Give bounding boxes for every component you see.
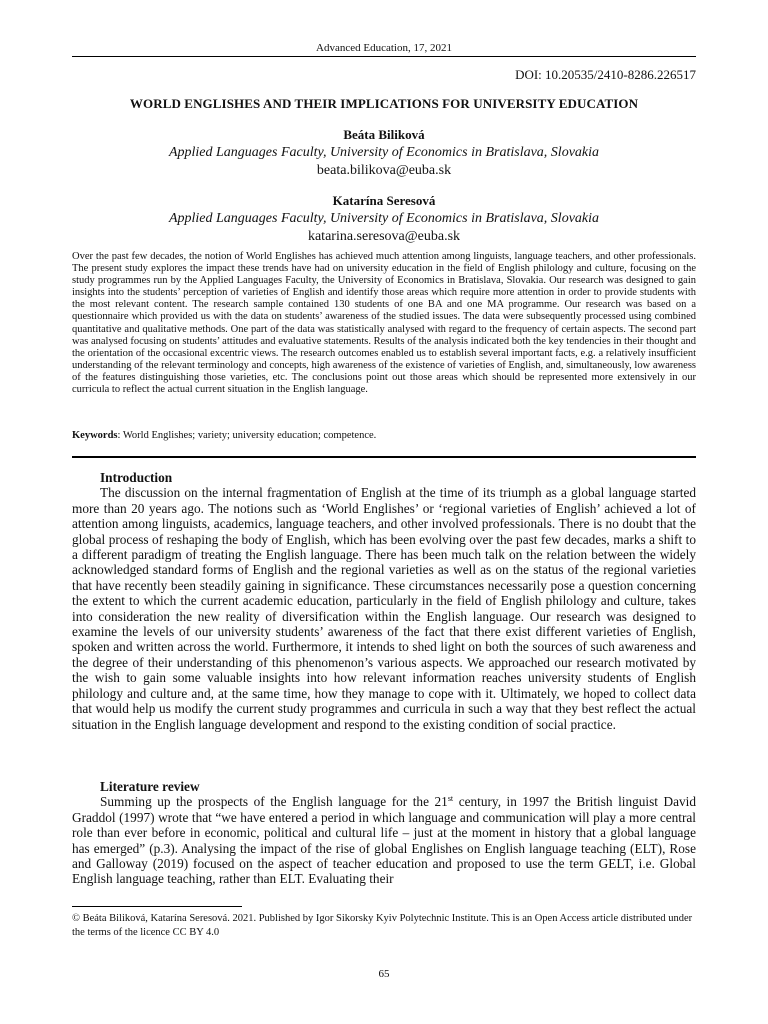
- section-literature-review: [72, 779, 696, 887]
- author-name: Katarína Seresová: [332, 193, 436, 208]
- section-paragraph: [72, 794, 696, 886]
- keywords-list: : World Englishes; variety; university education; competence.: [117, 430, 377, 441]
- running-head: Advanced Education, 17, 2021: [316, 42, 452, 54]
- author-email[interactable]: katarina.seresova@euba.sk: [307, 229, 461, 244]
- abstract-divider: [72, 456, 696, 458]
- footnote-divider: [72, 906, 242, 907]
- paper-title: WORLD ENGLISHES AND THEIR IMPLICATIONS FOR UNIVERSITY EDUCATION: [129, 96, 639, 111]
- keywords-label: Keywords: [72, 430, 118, 441]
- author-email[interactable]: beata.bilikova@euba.sk: [316, 163, 452, 178]
- page-number: 65: [378, 968, 390, 980]
- section-paragraph: The discussion on the internal fragmentation of English at the time of its triumph as a global language started more than 20 years ago. The notions such as ‘World Englishes’ or ‘regional varieties of English’ achieved a lot of attention among linguists, academics, language teachers, and other involved professionals. There is no doubt that the global process of reshaping the body of English, which has been evolving over the past few decades, marks a shift to a different paradigm of treating the English language. There has been much talk on the relation between the widely acknowledged standard forms of English and the regional varieties as well as on the status of the regional varieties that have recently been steadily gaining in significance. These circumstances necessarily pose a question concerning the extent to which the current academic education, particularly in the field of English philology and culture, takes into consideration the new reality of diversification within the English language. Our research was designed to examine the levels of our university students’ awareness of the fact that there exist different varieties of English, spoken and written across the world. Furthermore, it intends to shed light on both the sources of such awareness and the degree of their understanding of this phenomenon’s various aspects. We approached our research motivated by the wish to gain some valuable insights into how relevant information reaches university students of English philology and culture and, at the same time, how they manage to cope with it. Ultimately, we hoped to collect data that would help us modify the current study programmes and curricula in such a way that they best reflect the actual situation in the English language development and respond to the existing condition of social practice.: [72, 485, 696, 732]
- section-introduction: [72, 470, 696, 732]
- author-block: [72, 192, 696, 246]
- section-heading: Introduction: [100, 470, 173, 485]
- author-block: [72, 126, 696, 180]
- section-heading: Literature review: [100, 779, 200, 794]
- doi[interactable]: DOI: 10.20535/2410-8286.226517: [515, 67, 696, 82]
- paragraph-text: century, in 1997 the British linguist David Graddol (1997) wrote that “we have entered a period in which language and communication will play a more central role than ever before in economic, political and cultural life – just at the moment in history that a global language has emerged” (p.3). Analysing the impact of the rise of global Englishes on English language teaching (ELT), Rose and Galloway (2019) focused on the aspect of teacher education and proposed to use the term GELT, i.e. Global English language teaching, rather than ELT. Evaluating their: [72, 794, 696, 887]
- author-affiliation: Applied Languages Faculty, University of Economics in Bratislava, Slovakia: [168, 211, 600, 226]
- author-affiliation: Applied Languages Faculty, University of Economics in Bratislava, Slovakia: [168, 145, 600, 160]
- author-name: Beáta Biliková: [343, 127, 425, 142]
- copyright-footnote: © Beáta Biliková, Katarína Seresová. 2021. Published by Igor Sikorsky Kyiv Polytechnic Institute. This is an Open Access article distributed under the terms of the licence CC BY 4.0: [72, 913, 693, 938]
- paragraph-text: Summing up the prospects of the English language for the 21: [100, 794, 448, 810]
- header-divider: [72, 56, 696, 57]
- keywords: [72, 430, 696, 441]
- superscript: st: [447, 794, 454, 804]
- abstract: Over the past few decades, the notion of World Englishes has achieved much attention among linguists, language teachers, and other professionals. The present study explores the impact these trends have had on university education in the field of English philology and culture, focusing on the study programmes run by the Applied Languages Faculty, the University of Economics in Bratislava, Slovakia. Our research was designed to gain insights into the students’ perception of varieties of English and identify those areas which require more attention in order to provide students with the most relevant content. The research sample contained 130 students of one BA and one MA programme. Our research was based on a questionnaire which provided us with the data on students’ awareness of the studied issues. The data were subsequently processed using combined quantitative and qualitative methods. One part of the data was statistically analysed with regard to the frequency of certain aspects. The second part was analysed focusing on students’ attitudes and evaluative statements. Results of the analysis indicated both the key tendencies in their thought and the orientation of the occasional excentric views. The research outcomes enabled us to establish several important facts, e.g. a relatively insufficient understanding of the relevant terminology and concepts, high awareness of the existence of varieties of English, and, simultaneously, low awareness of the features distinguishing those varieties, etc. The conclusions point out those areas which should be represented more extensively in our curricula to reflect the actual current situation in the English language.: [72, 251, 696, 396]
